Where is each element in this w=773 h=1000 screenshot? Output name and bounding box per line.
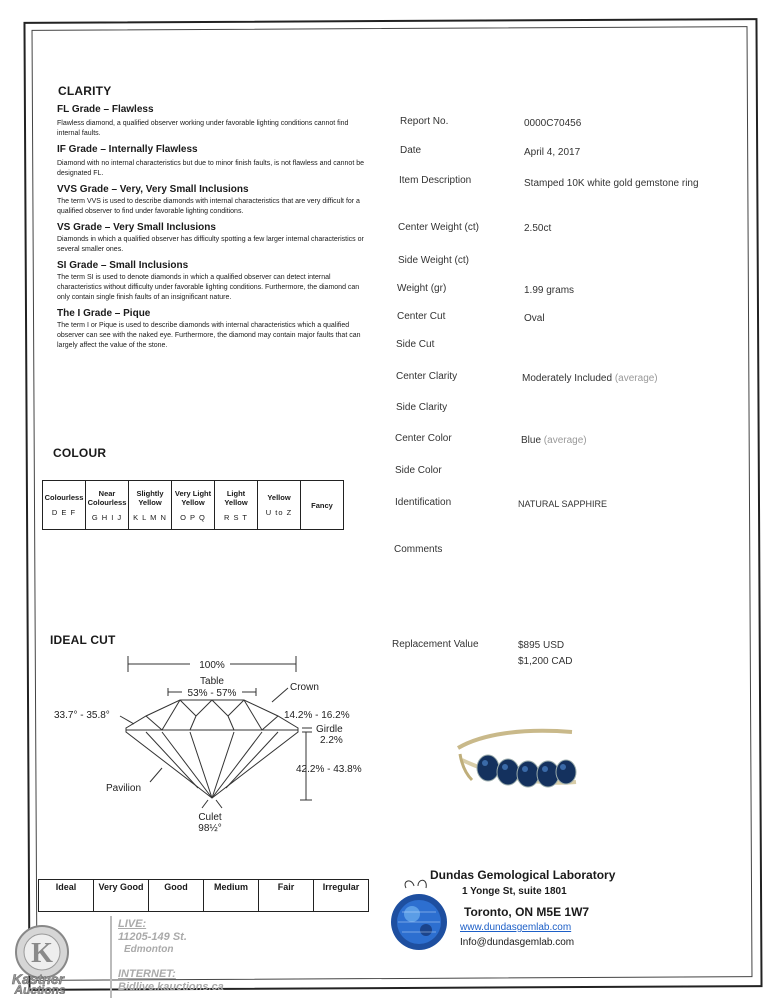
svg-text:K: K <box>31 938 53 969</box>
clarity-grade-if: IF Grade – Internally Flawless Diamond with no internal characteristics but due to minor finish faults, is not flawless and cannot be designated FL. <box>57 144 364 177</box>
item-description-value: Stamped 10K white gold gemstone ring <box>524 178 699 189</box>
diagram-angle-range: 33.7° - 35.8° <box>54 710 110 721</box>
center-color-value: Blue (average) <box>521 435 587 446</box>
kastner-logo-icon <box>10 922 88 994</box>
clarity-grade-list <box>57 104 367 351</box>
auction-watermark <box>6 916 242 998</box>
diagram-crown-range: 14.2% - 16.2% <box>284 710 350 721</box>
item-description-label: Item Description <box>399 175 472 186</box>
cut-grade-cell: Fair <box>259 880 314 912</box>
lab-website-link[interactable]: www.dundasgemlab.com <box>460 922 572 933</box>
diagram-pavilion-label: Pavilion <box>106 783 142 794</box>
replacement-cad: $1,200 CAD <box>518 656 573 667</box>
replacement-value-label: Replacement Value <box>392 639 479 650</box>
date-value: April 4, 2017 <box>524 147 581 158</box>
diagram-width-label: 100% <box>199 660 225 671</box>
report-no-value: 0000C70456 <box>524 118 582 129</box>
clarity-heading: CLARITY <box>58 84 112 98</box>
brand-line2: Auctions <box>14 983 66 994</box>
colour-cell: Near Colourless G H I J <box>86 481 129 530</box>
live-address: 11205-149 St. <box>118 931 187 943</box>
cut-grade-table <box>38 879 369 912</box>
live-city: Edmonton <box>124 944 174 955</box>
replacement-usd: $895 USD <box>518 640 565 651</box>
weight-gr-label: Weight (gr) <box>397 283 447 294</box>
clarity-grade-i: The I Grade – Pique The term I or Pique is used to describe diamonds with internal characteristics which a qualified observer can see with the naked eye. Furthermore, the diamond may contain major faults that can largely affect the value of the stone. <box>57 308 361 349</box>
center-weight-label: Center Weight (ct) <box>398 222 479 233</box>
colour-scale-table <box>42 480 344 530</box>
lab-hologram-seal <box>388 878 450 954</box>
side-color-label: Side Color <box>395 465 442 476</box>
comments-label: Comments <box>394 544 443 555</box>
center-cut-value: Oval <box>524 313 545 324</box>
lab-address: 1 Yonge St, suite 1801 <box>462 886 567 897</box>
center-weight-value: 2.50ct <box>524 223 552 234</box>
internet-url[interactable]: Bidlive.kauctions.ca <box>118 981 224 993</box>
clarity-grade-vvs: VVS Grade – Very, Very Small Inclusions The term VVS is used to describe diamonds with internal characteristics that are very difficult for a qualified observer to find under favorable lighting conditions. <box>57 184 360 215</box>
diagram-girdle-pct: 2.2% <box>320 735 343 746</box>
clarity-grade-si: SI Grade – Small Inclusions The term SI is used to denote diamonds in which a qualified observer can detect internal characteristics without difficulty under favorable lighting conditions. Furthermore, the diamond can only contain single finish faults of an insignificant nature. <box>57 260 360 301</box>
lab-email: Info@dundasgemlab.com <box>460 937 575 948</box>
date-label: Date <box>400 145 422 156</box>
side-cut-label: Side Cut <box>396 339 435 350</box>
identification-label: Identification <box>395 497 452 508</box>
side-weight-label: Side Weight (ct) <box>398 255 469 266</box>
diagram-culet-pct: 98½° <box>198 823 222 834</box>
cut-grade-cell: Good <box>149 880 204 912</box>
brand-line1: Kastner <box>11 971 65 987</box>
clarity-grade-fl: FL Grade – Flawless Flawless diamond, a qualified observer working under favorable lighting conditions cannot find internal faults. <box>57 104 349 137</box>
diagram-pavilion-range: 42.2% - 43.8% <box>296 764 362 775</box>
watermark-divider <box>110 916 112 998</box>
weight-gr-value: 1.99 grams <box>524 285 575 296</box>
identification-value: NATURAL SAPPHIRE <box>518 499 608 509</box>
sapphire-ring-photo <box>452 712 592 804</box>
colour-cell: Yellow U to Z <box>258 481 301 530</box>
diagram-crown-label: Crown <box>290 682 319 693</box>
colour-cell: Colourless D E F <box>43 481 86 530</box>
colour-heading: COLOUR <box>53 446 107 460</box>
diagram-girdle-label: Girdle <box>316 724 343 735</box>
center-clarity-value: Moderately Included (average) <box>522 373 658 384</box>
center-clarity-label: Center Clarity <box>396 371 458 382</box>
colour-cell: Very Light Yellow O P Q <box>172 481 215 530</box>
live-label: LIVE: <box>118 918 147 930</box>
cut-grade-cell: Very Good <box>94 880 149 912</box>
cut-grade-cell: Ideal <box>39 880 94 912</box>
side-clarity-label: Side Clarity <box>396 402 448 413</box>
diamond-proportions-diagram <box>50 650 370 840</box>
colour-cell: Light Yellow R S T <box>215 481 258 530</box>
cut-grade-cell: Medium <box>204 880 259 912</box>
diagram-culet-label: Culet <box>198 812 222 823</box>
ideal-cut-heading: IDEAL CUT <box>50 633 116 647</box>
center-color-label: Center Color <box>395 433 452 444</box>
diagram-table-range: 53% - 57% <box>187 688 237 699</box>
lab-name: Dundas Gemological Laboratory <box>430 868 616 882</box>
center-cut-label: Center Cut <box>397 311 446 322</box>
colour-cell: Fancy <box>301 481 344 530</box>
cut-grade-cell: Irregular <box>314 880 369 912</box>
colour-cell: Slightly Yellow K L M N <box>129 481 172 530</box>
internet-label: INTERNET: <box>118 968 176 980</box>
diagram-table-label: Table <box>200 676 224 687</box>
lab-city: Toronto, ON M5E 1W7 <box>464 905 590 919</box>
clarity-grade-vs: VS Grade – Very Small Inclusions Diamonds in which a qualified observer has difficulty spotting a few larger internal characteristics or several smaller ones. <box>57 222 364 253</box>
report-no-label: Report No. <box>400 116 449 127</box>
